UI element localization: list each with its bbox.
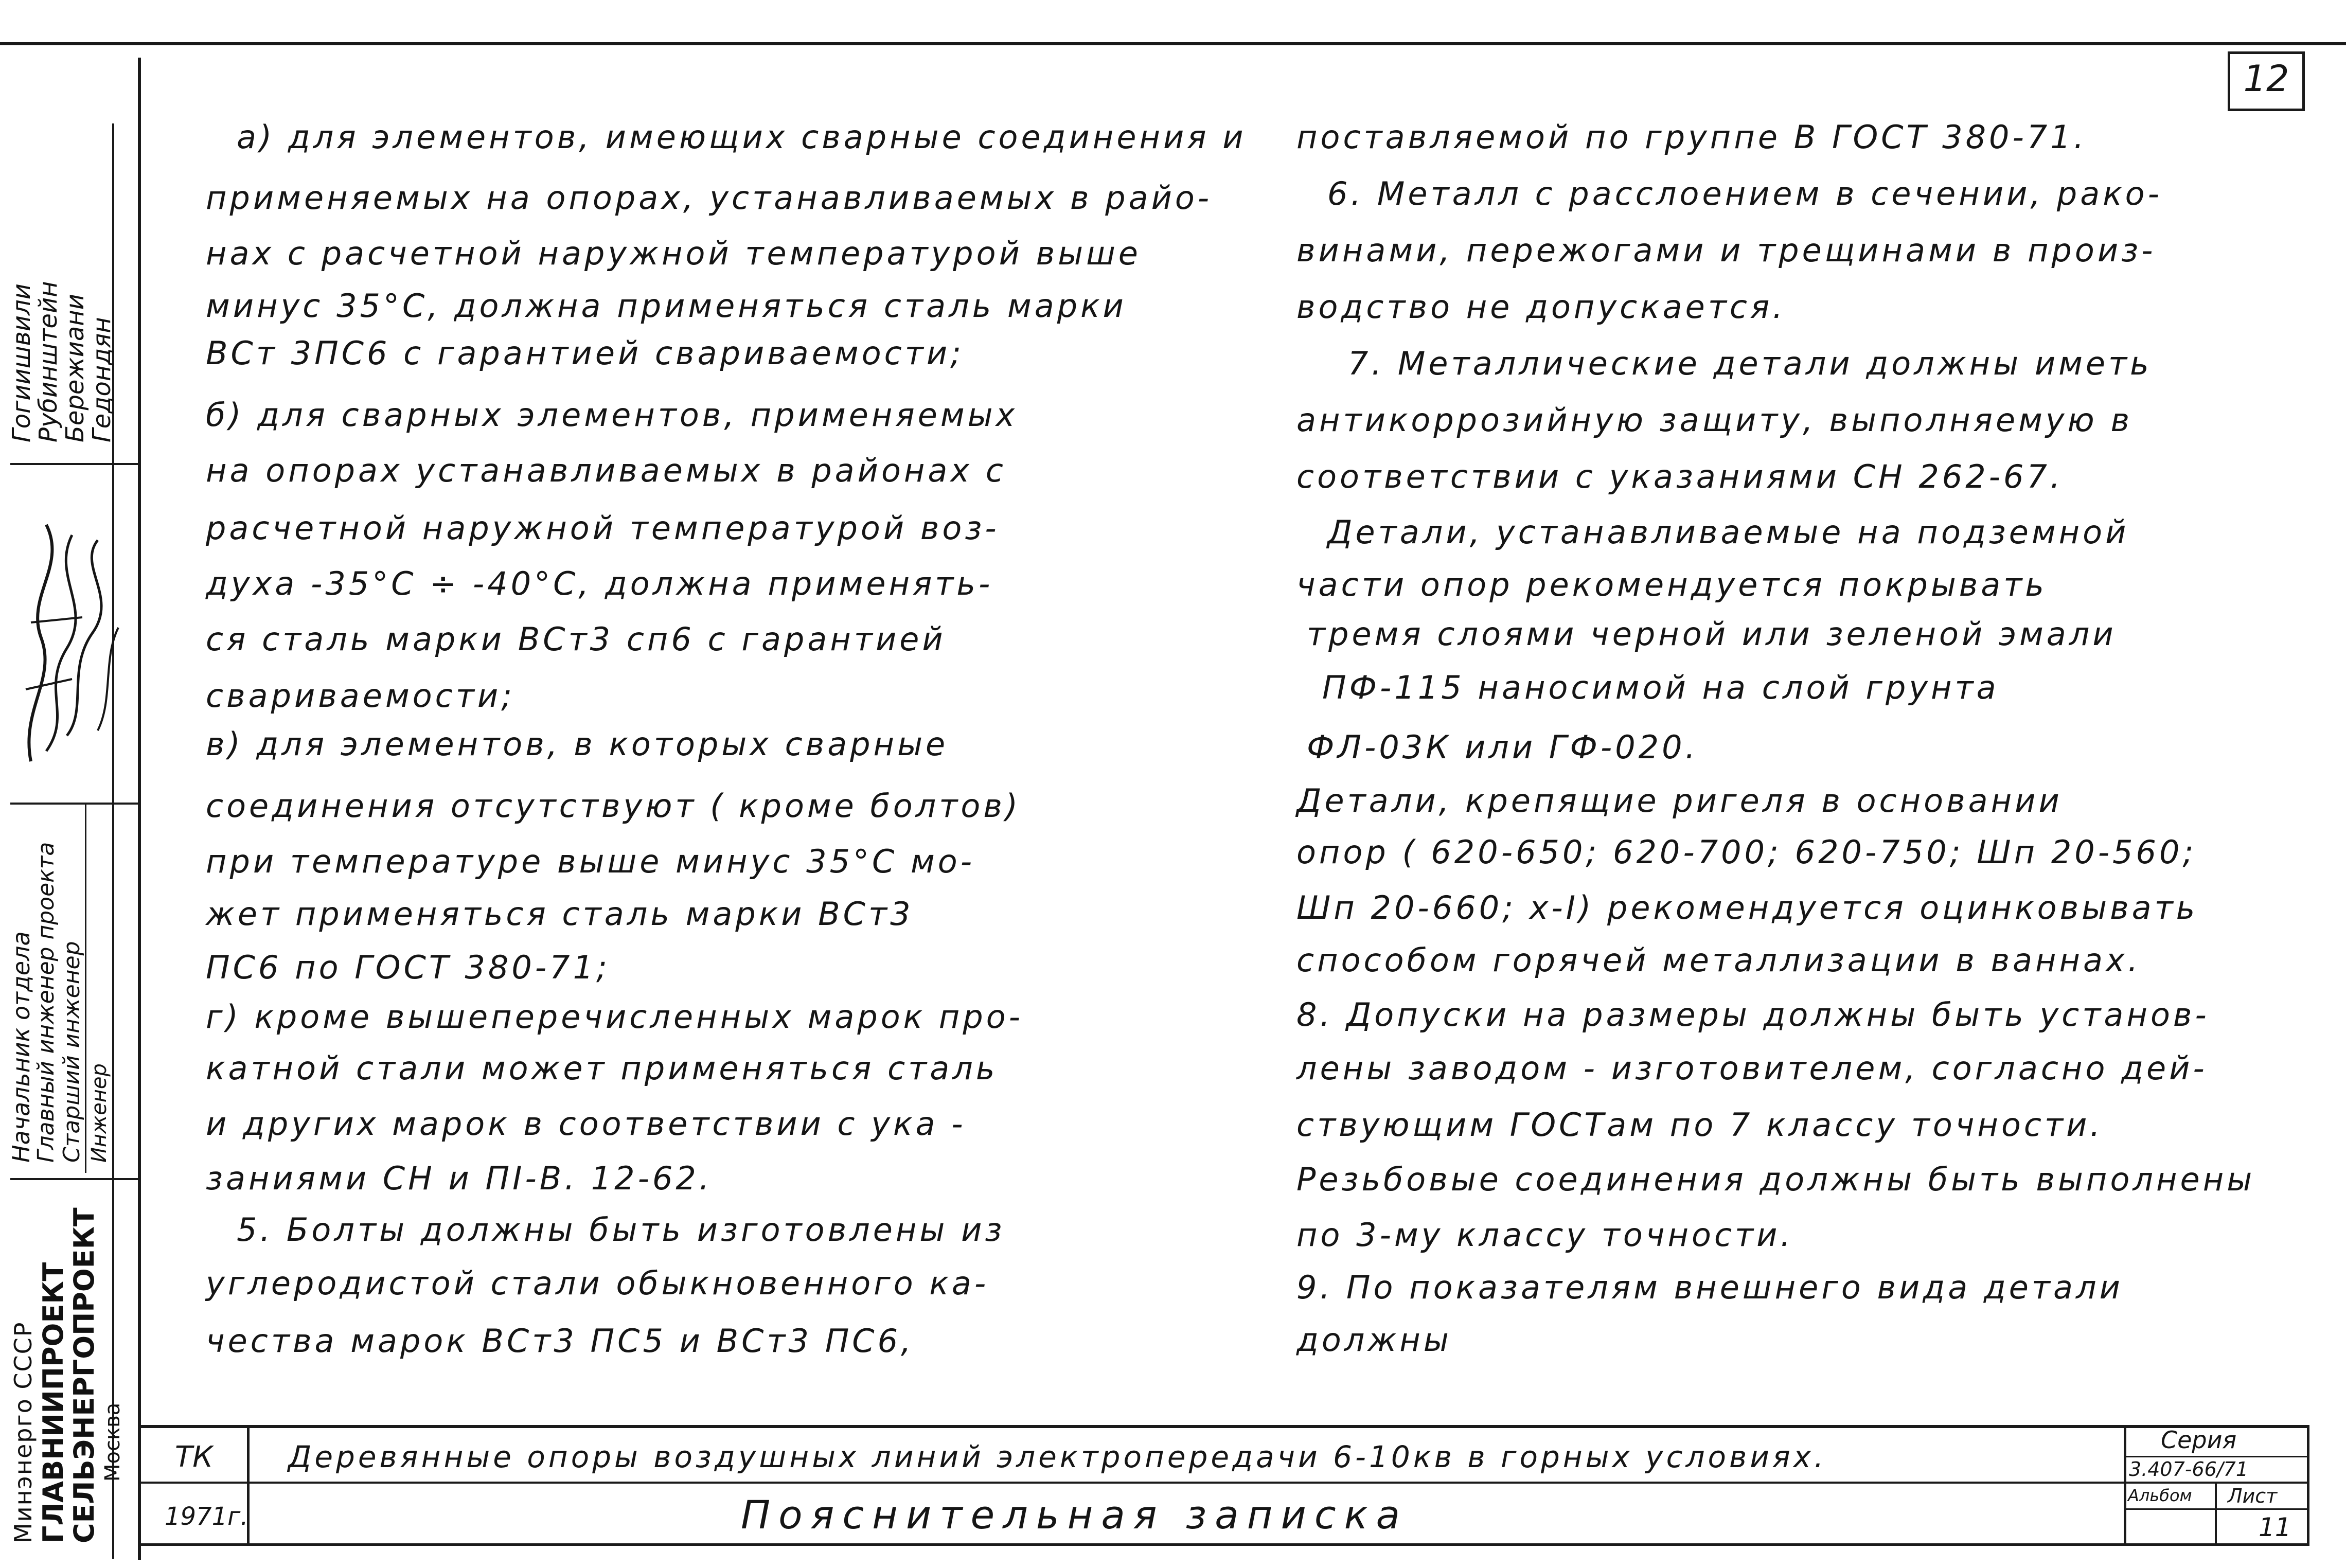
text-line: ся сталь марки ВСт3 сп6 с гарантией xyxy=(206,620,946,658)
sidebar-position: Главный инженер проекта xyxy=(33,842,59,1163)
text-line: б) для сварных элементов, применяемых xyxy=(206,396,1018,434)
series-value: 3.407-66/71 xyxy=(2129,1458,2249,1481)
title-block-bottom-line xyxy=(138,1543,2309,1546)
text-line: ПС6 по ГОСТ 380-71; xyxy=(206,949,610,986)
text-line: на опорах устанавливаемых в районах с xyxy=(206,452,1006,489)
top-border xyxy=(0,42,2346,45)
frame-left-border xyxy=(138,58,141,1560)
text-line: должны xyxy=(1296,1321,1452,1359)
org-main-institute: ГЛАВНИИПРОЕКТ xyxy=(37,1262,69,1543)
title-block-mid-line xyxy=(138,1482,2309,1484)
text-line: части опор рекомендуется покрывать xyxy=(1296,566,2047,603)
text-line: опор ( 620-650; 620-700; 620-750; Шп 20-560; xyxy=(1296,833,2197,871)
text-line: нах с расчетной наружной температурой выше xyxy=(206,235,1141,272)
text-line: тремя слоями черной или зеленой эмали xyxy=(1307,615,2117,653)
sidebar-position: Начальник отдела xyxy=(7,931,35,1163)
text-line: углеродистой стали обыкновенного ка- xyxy=(206,1264,989,1302)
text-line: поставляемой по группе В ГОСТ 380-71. xyxy=(1296,118,2087,156)
text-line: заниями СН и ПI-В. 12-62. xyxy=(206,1160,713,1197)
text-line: по 3-му классу точности. xyxy=(1296,1216,1794,1254)
text-line: соответствии с указаниями СН 262-67. xyxy=(1296,458,2064,495)
signature-mark xyxy=(10,494,134,782)
text-line: свариваемости; xyxy=(206,677,516,715)
sheet-number: 12 xyxy=(2243,58,2289,100)
text-line: чества марок ВСт3 ПС5 и ВСт3 ПС6, xyxy=(206,1322,914,1360)
text-line: 5. Болты должны быть изготовлены из xyxy=(237,1211,1005,1249)
text-line: расчетной наружной температурой воз- xyxy=(206,509,1000,547)
text-line: способом горячей металлизации в ваннах. xyxy=(1296,941,2141,979)
series-label: Серия xyxy=(2161,1426,2237,1454)
text-line: и других марок в соответствии с ука - xyxy=(206,1105,966,1143)
sheet-label: Лист xyxy=(2228,1485,2278,1507)
text-line: водство не допускается. xyxy=(1296,288,1786,326)
title-block-cell-line xyxy=(2124,1508,2309,1510)
text-line: винами, пережогами и трещинами в произ- xyxy=(1296,231,2156,269)
text-line: 9. По показателям внешнего вида детали xyxy=(1296,1269,2123,1306)
text-line: 6. Металл с расслоением в сечении, рако- xyxy=(1327,175,2162,212)
org-ministry: Минэнерго СССР xyxy=(9,1321,37,1543)
text-line: Резьбовые соединения должны быть выполнены xyxy=(1296,1161,2255,1198)
title-block-cell-line xyxy=(2124,1456,2309,1457)
title-block-divider xyxy=(2124,1425,2126,1546)
title-block-divider xyxy=(2215,1482,2217,1546)
title-block-code: ТК xyxy=(175,1440,213,1474)
sidebar-row-line xyxy=(10,463,139,465)
text-line: Детали, крепящие ригеля в основании xyxy=(1296,782,2063,819)
text-line: жет применяться сталь марки ВСт3 xyxy=(206,895,914,933)
title-block-year: 1971г. xyxy=(165,1502,248,1531)
text-line: лены заводом - изготовителем, согласно дей- xyxy=(1296,1049,2208,1087)
text-line: ВСт 3ПС6 с гарантией свариваемости; xyxy=(206,334,965,372)
sidebar-row-line xyxy=(10,803,139,805)
sidebar-name: Бережиани xyxy=(61,294,90,442)
sidebar-name: Гедондян xyxy=(87,317,116,442)
text-line: при температуре выше минус 35°С мо- xyxy=(206,843,975,880)
sidebar-position: Инженер xyxy=(87,1063,111,1163)
sidebar-name: Рубинштейн xyxy=(34,281,63,442)
text-line: а) для элементов, имеющих сварные соединения и xyxy=(237,118,1247,156)
sidebar-row-line xyxy=(10,1178,139,1180)
title-block-top-line xyxy=(138,1425,2309,1428)
text-line: духа -35°С ÷ -40°С, должна применять- xyxy=(206,565,993,602)
text-line: Детали, устанавливаемые на подземной xyxy=(1327,513,2129,551)
document-title: Пояснительная записка xyxy=(741,1492,1409,1538)
org-city: Москва xyxy=(101,1402,125,1482)
text-line: антикоррозийную защиту, выполняемую в xyxy=(1296,401,2132,439)
text-line: применяемых на опорах, устанавливаемых в райо- xyxy=(206,179,1213,217)
text-line: 8. Допуски на размеры должны быть установ- xyxy=(1296,996,2210,1034)
org-institute: СЕЛЬЭНЕРГОПРОЕКТ xyxy=(68,1207,100,1543)
text-line: минус 35°С, должна применяться сталь марки xyxy=(206,287,1127,325)
text-line: г) кроме вышеперечисленных марок про- xyxy=(206,998,1023,1036)
sidebar-divider-2 xyxy=(85,803,86,1173)
title-block-right-border xyxy=(2307,1425,2309,1546)
album-label: Альбом xyxy=(2128,1486,2192,1505)
text-line: Шп 20-660; х-I) рекомендуется оцинковывать xyxy=(1296,889,2198,926)
project-title: Деревянные опоры воздушных линий электропередачи 6-10кв в горных условиях. xyxy=(288,1439,1827,1474)
text-line: ПФ-115 наносимой на слой грунта xyxy=(1322,669,1999,706)
sidebar-name: Гогиишвили xyxy=(7,283,36,442)
text-line: катной стали может применяться сталь xyxy=(206,1049,998,1087)
sidebar-position: Старший инженер xyxy=(59,941,85,1163)
text-line: соединения отсутствуют ( кроме болтов) xyxy=(206,787,1021,825)
text-line: ФЛ-03К или ГФ-020. xyxy=(1307,728,1699,766)
text-line: ствующим ГОСТам по 7 классу точности. xyxy=(1296,1106,2104,1144)
sheet-value: 11 xyxy=(2259,1512,2291,1542)
text-line: 7. Металлические детали должны иметь xyxy=(1348,345,2152,382)
text-line: в) для элементов, в которых сварные xyxy=(206,725,949,763)
